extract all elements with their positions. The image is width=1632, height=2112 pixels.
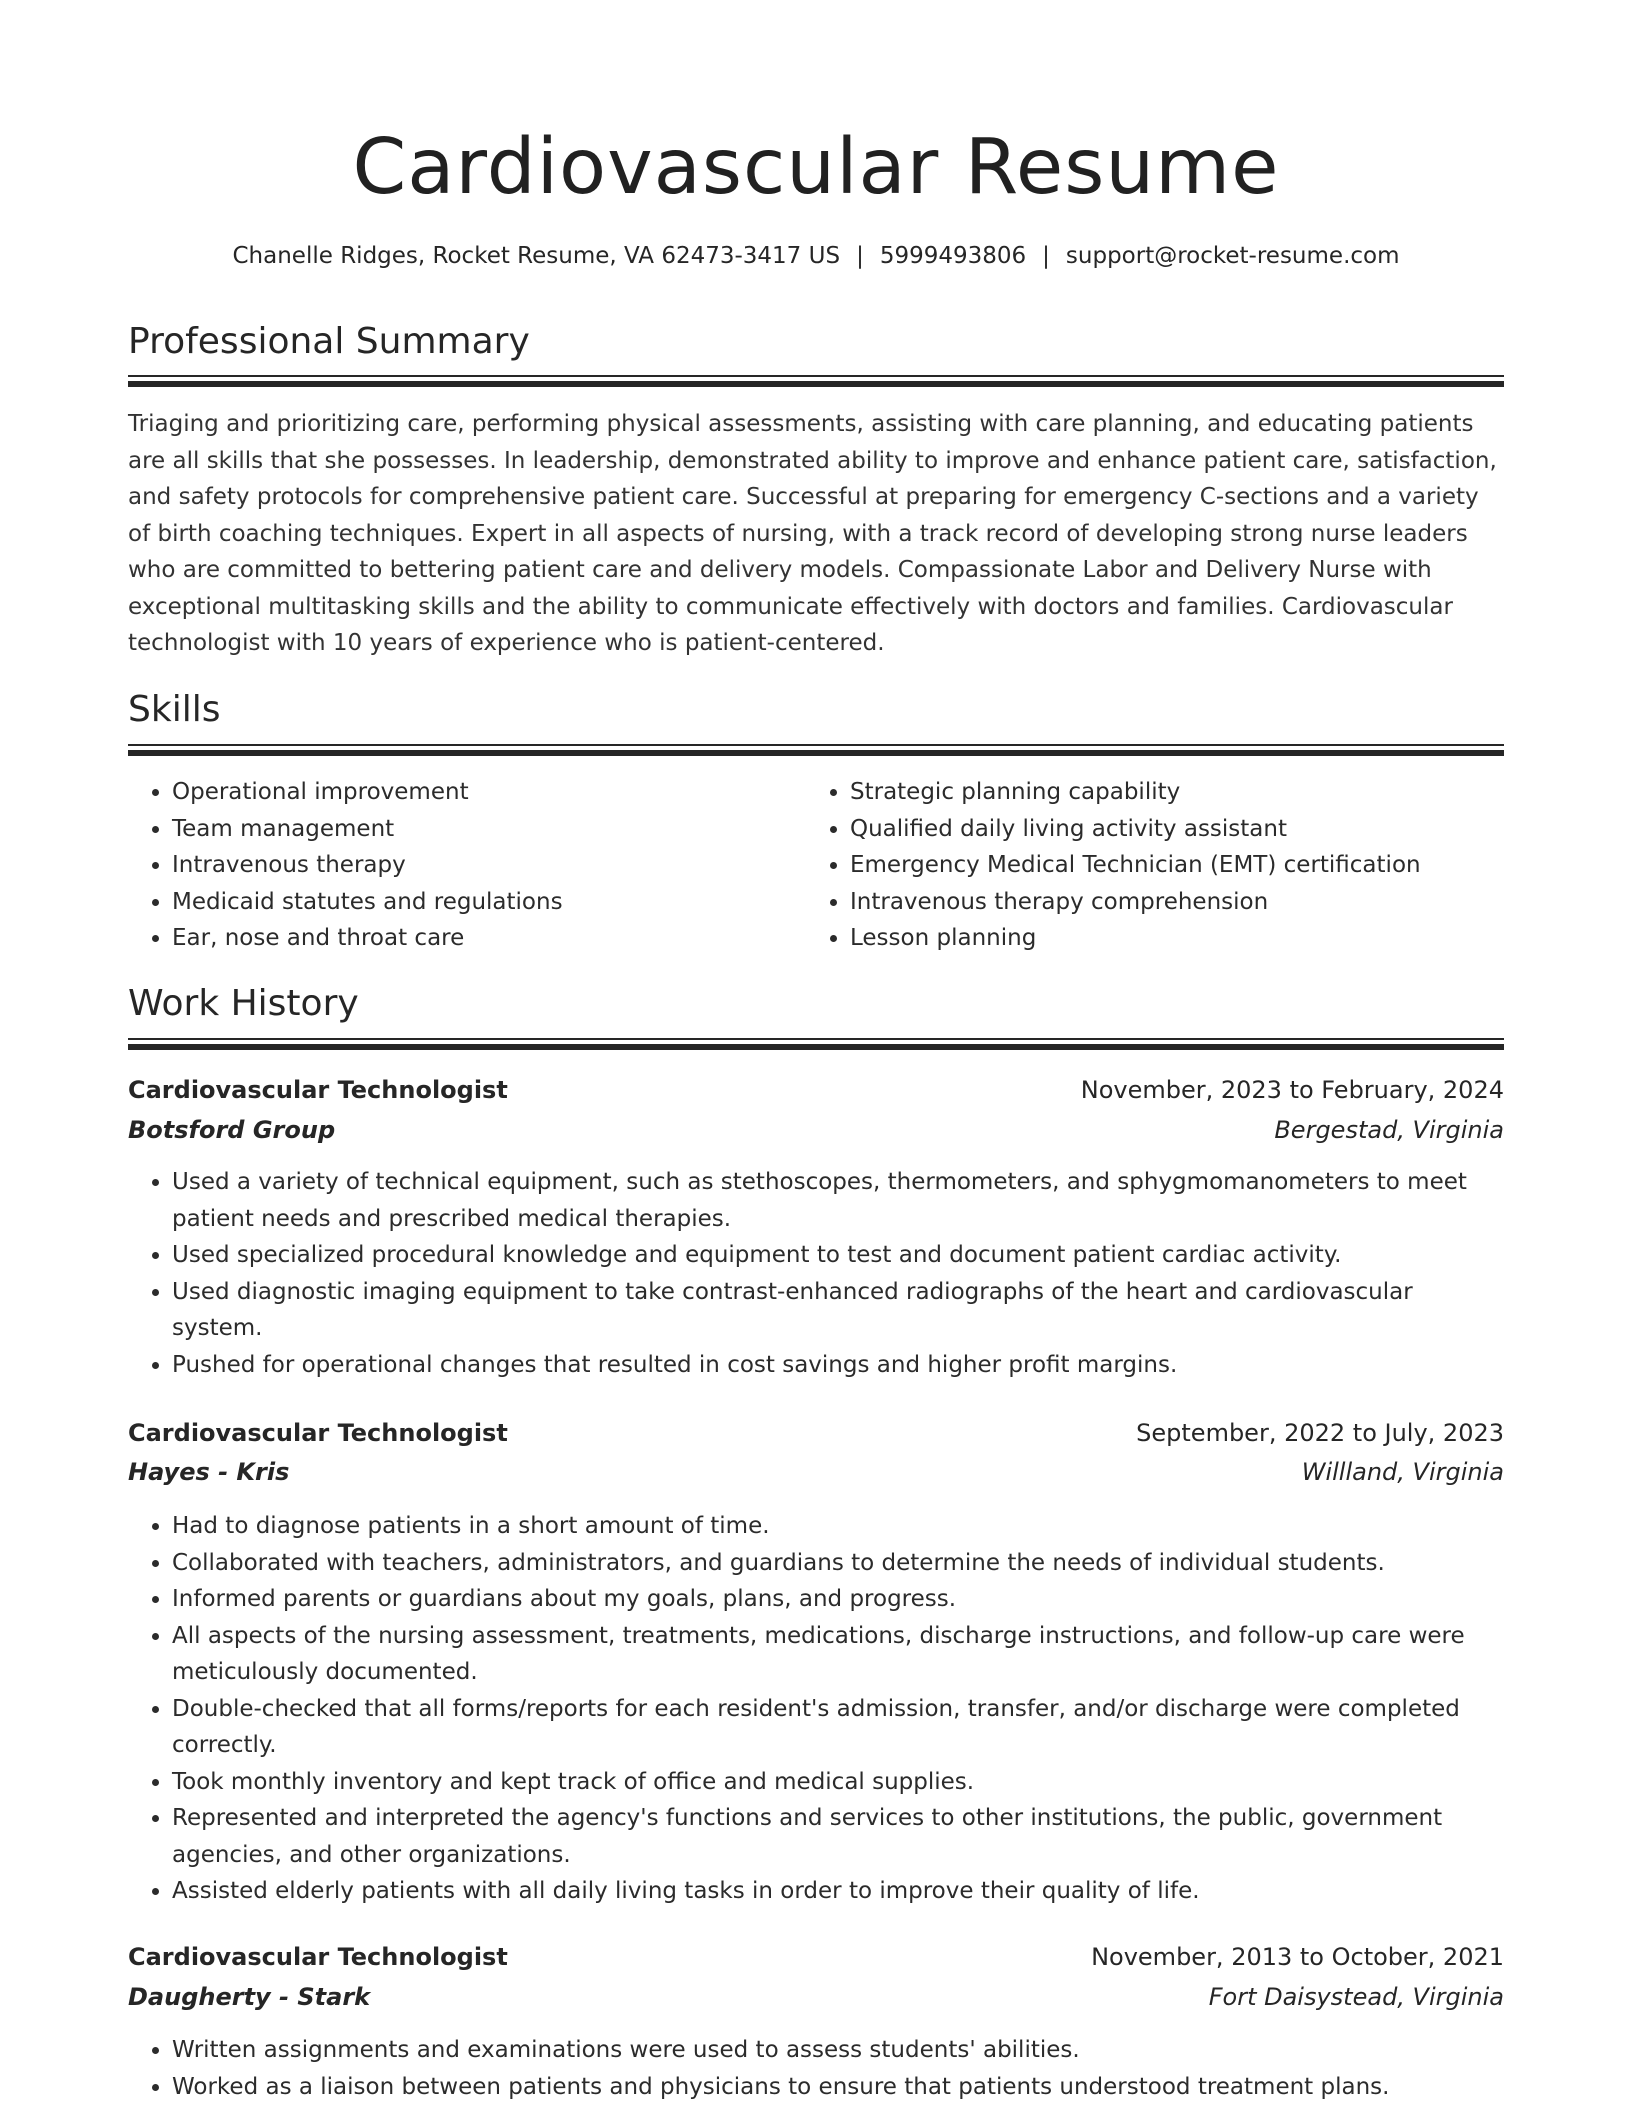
section-title-summary: Professional Summary (128, 321, 530, 362)
skill-item: • Team management (172, 811, 802, 848)
contact-address: Chanelle Ridges, Rocket Resume, VA 62473-3417 US (232, 243, 841, 269)
job-bullet: • Used diagnostic imaging equipment to take contrast-enhanced radiographs of the heart and cardiovascular system. (172, 1274, 1504, 1347)
job-dates: September, 2022 to July, 2023 (1136, 1419, 1504, 1447)
job-bullet: • Worked as a liaison between patients and physicians to ensure that patients understood treatment plans. (172, 2069, 1504, 2106)
job-bullets (128, 2032, 1504, 2105)
job-bullets (128, 1164, 1504, 1383)
skills-list-right (806, 774, 1548, 957)
job-bullet: • Assisted elderly patients with all daily living tasks in order to improve their quality of life. (172, 1873, 1504, 1910)
job-dates: November, 2013 to October, 2021 (1091, 1943, 1504, 1971)
job-bullet: • Double-checked that all forms/reports for each resident's admission, transfer, and/or discharge were completed correctly. (172, 1691, 1504, 1764)
section-title-work-history: Work History (128, 983, 359, 1024)
skill-item: • Qualified daily living activity assistant (850, 811, 1548, 848)
job-bullet: • All aspects of the nursing assessment, treatments, medications, discharge instructions, and follow-up care were meticulously documented. (172, 1618, 1504, 1691)
job-bullet: • Used a variety of technical equipment, such as stethoscopes, thermometers, and sphygmomanometers to meet patient needs and prescribed medical therapies. (172, 1164, 1504, 1237)
contact-separator: | (1042, 243, 1050, 269)
job-dates: November, 2023 to February, 2024 (1080, 1076, 1504, 1104)
job-location: Bergestad, Virginia (1274, 1116, 1504, 1144)
job-company: Daugherty - Stark (128, 1983, 371, 2011)
section-title-skills: Skills (128, 689, 221, 730)
skill-item: • Strategic planning capability (850, 774, 1548, 811)
skill-item: • Operational improvement (172, 774, 802, 811)
job-bullet: • Used specialized procedural knowledge and equipment to test and document patient cardiac activity. (172, 1237, 1504, 1274)
contact-line (0, 240, 1632, 272)
job-company: Botsford Group (128, 1116, 336, 1144)
job-bullet: • Informed parents or guardians about my goals, plans, and progress. (172, 1581, 1504, 1618)
job-company: Hayes - Kris (128, 1458, 290, 1486)
skill-item: • Lesson planning (850, 920, 1548, 957)
job-bullet: • Written assignments and examinations were used to assess students' abilities. (172, 2032, 1504, 2069)
contact-separator: | (856, 243, 864, 269)
skill-item: • Medicaid statutes and regulations (172, 884, 802, 921)
job-bullet: • Pushed for operational changes that resulted in cost savings and higher profit margins. (172, 1347, 1504, 1384)
job-title: Cardiovascular Technologist (128, 1419, 508, 1447)
job-bullets (128, 1508, 1504, 1910)
section-divider (128, 375, 1504, 387)
contact-phone: 5999493806 (879, 243, 1027, 269)
section-divider (128, 1038, 1504, 1050)
job-location: Fort Daisystead, Virginia (1208, 1983, 1504, 2011)
job-title: Cardiovascular Technologist (128, 1943, 508, 1971)
skills-list-left (128, 774, 802, 957)
section-divider (128, 744, 1504, 756)
job-bullet: • Represented and interpreted the agency's functions and services to other institutions, the public, government agencies, and other organizations. (172, 1800, 1504, 1873)
resume-title: Cardiovascular Resume (352, 123, 1280, 212)
job-bullet: • Had to diagnose patients in a short amount of time. (172, 1508, 1504, 1545)
job-bullet: • Collaborated with teachers, administrators, and guardians to determine the needs of individual students. (172, 1545, 1504, 1582)
skill-item: • Intravenous therapy comprehension (850, 884, 1548, 921)
job-location: Willland, Virginia (1301, 1458, 1504, 1486)
contact-email: support@rocket-resume.com (1065, 243, 1400, 269)
skill-item: • Emergency Medical Technician (EMT) certification (850, 847, 1548, 884)
skill-item: • Ear, nose and throat care (172, 920, 802, 957)
skill-item: • Intravenous therapy (172, 847, 802, 884)
job-bullet: • Took monthly inventory and kept track of office and medical supplies. (172, 1764, 1504, 1801)
summary-text: Triaging and prioritizing care, performing physical assessments, assisting with care planning, and educating patients are all skills that she possesses. In leadership, demonstrated ability to improve and enhance patient care, satisfaction, and safety protocols for comprehensive patient care. Successful at preparing for emergency C-sections and a variety of birth coaching techniques. Expert in all aspects of nursing, with a track record of developing strong nurse leaders who are committed to bettering patient care and delivery models. Compassionate Labor and Delivery Nurse with exceptional multitasking skills and the ability to communicate effectively with doctors and families. Cardiovascular technologist with 10 years of experience who is patient-centered. (128, 411, 1497, 656)
job-title: Cardiovascular Technologist (128, 1076, 508, 1104)
